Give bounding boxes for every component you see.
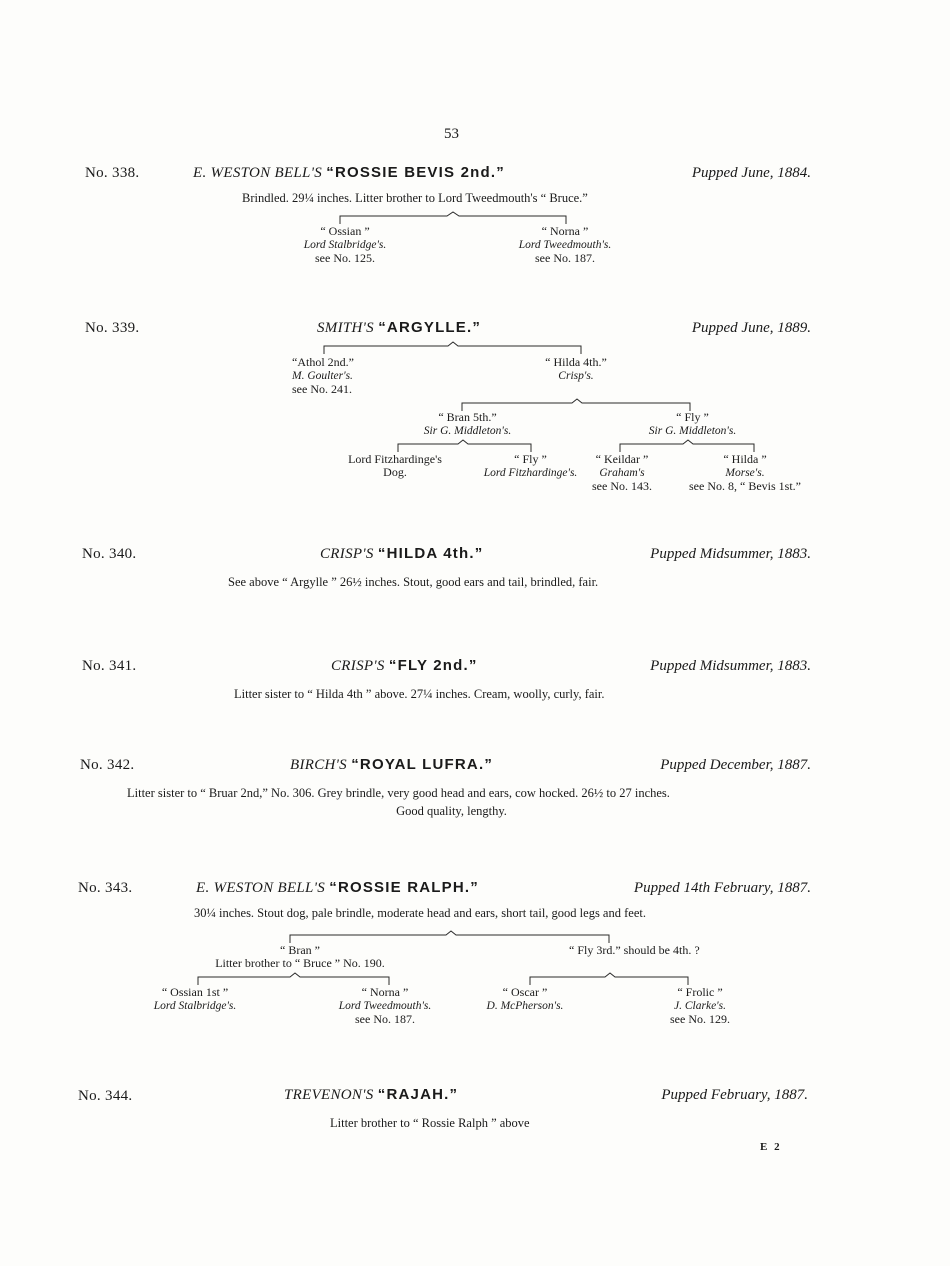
dog-name: “ Ossian 1st ” (161, 985, 229, 999)
entry-description: 30¼ inches. Stout dog, pale brindle, moderate head and ears, short tail, good legs and feet. (194, 906, 646, 920)
owner-name: Lord Tweedmouth's. (338, 1000, 432, 1012)
owner-name: M. Goulter's. (292, 370, 353, 382)
owner-name: Crisp's. (558, 370, 594, 382)
entry-description: Brindled. 29¼ inches. Litter brother to Lord Tweedmouth's “ Bruce.” (242, 191, 588, 205)
reference: see No. 187. (355, 1012, 415, 1026)
pedigree-grandsire (465, 986, 585, 1013)
pupped-date: Pupped February, 1887. (661, 1087, 808, 1103)
pedigree-bracket (290, 931, 609, 943)
pedigree-granddam-sire (578, 453, 666, 493)
dog-name: “Athol 2nd.” (292, 355, 354, 369)
owner-name: Lord Stalbridge's. (303, 239, 387, 251)
pedigree-bracket (198, 973, 389, 985)
entry-number: No. 339. (85, 320, 140, 336)
entry-number: No. 342. (80, 757, 135, 773)
pedigree-granddam (320, 986, 450, 1026)
pedigree-sire (292, 356, 354, 396)
pedigree-dam (569, 944, 700, 957)
reference: see No. 143. (592, 479, 652, 493)
entry-description: Litter sister to “ Hilda 4th ” above. 27¼ inches. Cream, woolly, curly, fair. (234, 687, 605, 701)
dog-name: “ Norna ” (361, 985, 409, 999)
owner-name: D. McPherson's. (486, 1000, 564, 1012)
pupped-date: Pupped Midsummer, 1883. (650, 546, 811, 562)
dog-note: Litter brother to “ Bruce ” No. 190. (215, 956, 385, 970)
dog-name: “ Hilda 4th.” (545, 355, 607, 369)
dog-name: “ROSSIE BEVIS 2nd.” (326, 164, 505, 181)
pedigree-granddam (650, 986, 750, 1026)
pedigree-dam (516, 356, 636, 383)
entry-title (196, 879, 479, 897)
pedigree-grandsire (135, 986, 255, 1013)
dog-name: “ Fly 3rd.” should be 4th. ? (569, 943, 700, 957)
dog-name: “ Bran ” (280, 943, 320, 957)
dog-name: “ARGYLLE.” (378, 319, 482, 336)
pedigree-dam-dam (625, 411, 760, 438)
owner-name: Morse's. (725, 467, 765, 479)
entry-description-continued: Good quality, lengthy. (396, 804, 507, 818)
owner-name: Lord Tweedmouth's. (518, 239, 612, 251)
reference: see No. 241. (292, 382, 352, 396)
owner-name: E. WESTON BELL'S (193, 165, 322, 181)
dog-name: “ Frolic ” (677, 985, 723, 999)
owner-name: Sir G. Middleton's. (648, 425, 737, 437)
entry-description: Litter brother to “ Rossie Ralph ” above (330, 1116, 530, 1130)
page-number: 53 (444, 126, 459, 142)
dog-name: “ROSSIE RALPH.” (329, 879, 479, 896)
pedigree-bracket (324, 342, 581, 354)
owner-name: Sir G. Middleton's. (423, 425, 512, 437)
entry-number: No. 338. (85, 165, 140, 181)
entry-title (320, 545, 483, 563)
dog-name: “ Oscar ” (502, 985, 548, 999)
dog-note: Dog. (383, 465, 407, 479)
entry-number: No. 340. (82, 546, 137, 562)
dog-name: “ROYAL LUFRA.” (351, 756, 494, 773)
reference: see No. 187. (535, 251, 595, 265)
entry-title (284, 1086, 458, 1104)
entry-title (317, 319, 481, 337)
pupped-date: Pupped 14th February, 1887. (633, 880, 811, 896)
owner-name: TREVENON'S (284, 1087, 374, 1103)
owner-name: J. Clarke's. (674, 1000, 726, 1012)
dog-name: “ Bran 5th.” (438, 410, 497, 424)
pupped-date: Pupped June, 1889. (691, 320, 811, 336)
owner-name: CRISP'S (331, 658, 385, 674)
pedigree-granddam-dam (670, 453, 820, 493)
reference: see No. 125. (315, 251, 375, 265)
owner-name: BIRCH'S (290, 757, 347, 773)
pupped-date: Pupped June, 1884. (691, 165, 811, 181)
owner-name: Graham's (599, 467, 645, 479)
signature-mark: E 2 (760, 1141, 782, 1153)
pedigree-bracket (620, 440, 754, 452)
entry-number: No. 343. (78, 880, 133, 896)
entry-description: Litter sister to “ Bruar 2nd,” No. 306. Grey brindle, very good head and ears, cow hocked. 26½ to 27 inches. (127, 786, 670, 800)
pupped-date: Pupped December, 1887. (660, 757, 811, 773)
entry-description: See above “ Argylle ” 26½ inches. Stout, good ears and tail, brindled, fair. (228, 575, 599, 589)
owner-name: E. WESTON BELL'S (196, 880, 325, 896)
pedigree-bracket (530, 973, 688, 985)
dog-name: “ Fly ” (676, 410, 709, 424)
entry-number: No. 344. (78, 1088, 133, 1104)
owner-name: SMITH'S (317, 320, 374, 336)
dog-name: “ Fly ” (514, 452, 547, 466)
dog-name: Lord Fitzhardinge's (348, 452, 442, 466)
owner-name: Lord Fitzhardinge's. (483, 467, 578, 479)
pedigree-bracket (340, 212, 566, 224)
entry-title (290, 756, 493, 774)
dog-name: “HILDA 4th.” (377, 545, 484, 562)
dog-name: “ Keildar ” (595, 452, 649, 466)
reference: see No. 129. (670, 1012, 730, 1026)
dog-name: “FLY 2nd.” (388, 657, 478, 674)
reference: see No. 8, “ Bevis 1st.” (689, 479, 801, 493)
pedigree-dam (490, 225, 640, 265)
entry-number: No. 341. (82, 658, 137, 674)
pedigree-sire (185, 944, 415, 970)
dog-name: “RAJAH.” (377, 1086, 459, 1103)
pedigree-granddam-sire (325, 453, 465, 479)
owner-name: Lord Stalbridge's. (153, 1000, 237, 1012)
dog-name: “ Norna ” (541, 224, 589, 238)
pedigree-bracket (398, 440, 531, 452)
dog-name: “ Ossian ” (320, 224, 370, 238)
pedigree-sire (270, 225, 420, 265)
dog-name: “ Hilda ” (723, 452, 767, 466)
entry-title (331, 657, 478, 675)
owner-name: CRISP'S (320, 546, 374, 562)
pedigree-dam-sire (400, 411, 535, 438)
pupped-date: Pupped Midsummer, 1883. (650, 658, 811, 674)
